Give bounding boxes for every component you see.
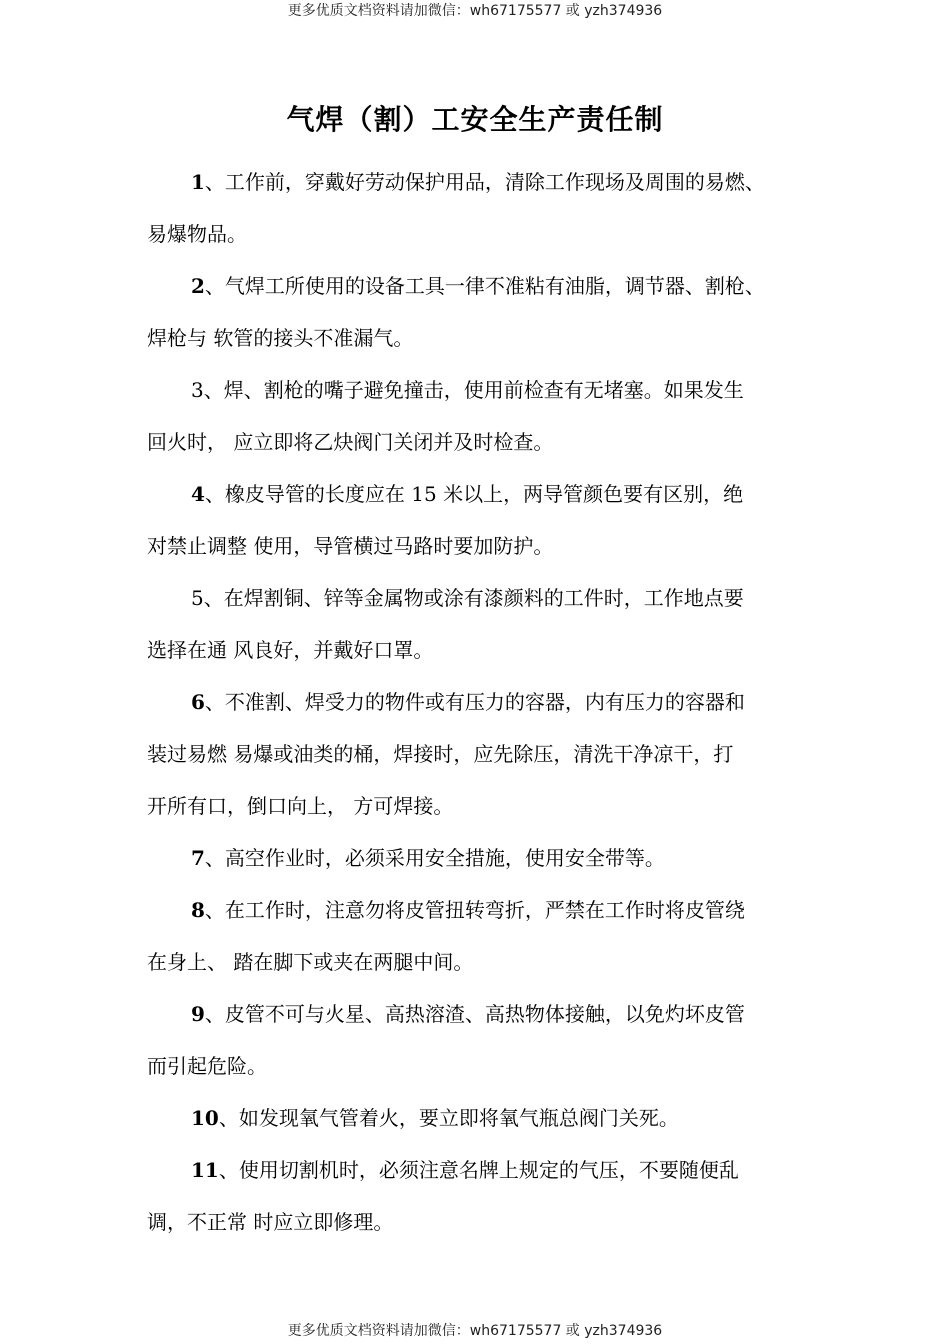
- clause-text: 、如发现氧气管着火，要立即将氧气瓶总阀门关死。: [218, 1106, 679, 1130]
- clause-line: 回火时， 应立即将乙炔阀门关闭并及时检查。: [147, 430, 554, 454]
- clause-line: [147, 676, 815, 728]
- clause-line: [147, 572, 815, 624]
- clause-number: 11: [191, 1158, 219, 1182]
- clause-3: [147, 364, 815, 468]
- clause-number: 9: [191, 1002, 205, 1026]
- clause-number: 4: [191, 482, 205, 506]
- clause-1: [147, 156, 815, 260]
- clause-text: 、使用切割机时，必须注意名牌上规定的气压，不要随便乱: [218, 1158, 739, 1182]
- clause-line: [147, 832, 815, 884]
- clause-line: [147, 1144, 815, 1196]
- clause-number: 8: [191, 898, 205, 922]
- header-note: 更多优质文档资料请加微信：wh67175577 或 yzh374936: [287, 3, 663, 19]
- clause-number: 7: [191, 846, 205, 870]
- clause-5: [147, 572, 815, 676]
- clause-text: 、高空作业时，必须采用安全措施，使用安全带等。: [204, 846, 665, 870]
- clause-line: [147, 1092, 815, 1144]
- clause-number: 2: [191, 274, 205, 298]
- clause-line: 而引起危险。: [147, 1054, 267, 1078]
- clause-number: 1: [191, 170, 205, 194]
- clause-number: 10: [191, 1106, 219, 1130]
- clause-text: 、不准割、焊受力的物件或有压力的容器，内有压力的容器和: [204, 690, 745, 714]
- clause-10: [147, 1092, 815, 1144]
- clause-4: [147, 468, 815, 572]
- clause-line: 选择在通 风良好，并戴好口罩。: [147, 638, 434, 662]
- clause-number: 5: [191, 586, 204, 610]
- clause-line: [147, 156, 815, 208]
- clause-line: [147, 260, 815, 312]
- footer-note: 更多优质文档资料请加微信：wh67175577 或 yzh374936: [287, 1323, 663, 1339]
- clause-text: 、气焊工所使用的设备工具一律不准粘有油脂，调节器、割枪、: [204, 274, 765, 298]
- clause-number: 6: [191, 690, 205, 714]
- clause-line: 调，不正常 时应立即修理。: [147, 1210, 394, 1234]
- clause-line: [147, 884, 815, 936]
- clause-2: [147, 260, 815, 364]
- clause-text: 、焊、割枪的嘴子避免撞击，使用前检查有无堵塞。如果发生: [203, 378, 744, 402]
- clause-text: 、在工作时，注意勿将皮管扭转弯折，严禁在工作时将皮管绕: [204, 898, 745, 922]
- document-title: 气焊（割）工安全生产责任制: [286, 103, 664, 136]
- clause-7: [147, 832, 815, 884]
- clause-number: 3: [191, 378, 204, 402]
- clause-11: [147, 1144, 815, 1248]
- document-body: [147, 156, 815, 1248]
- clause-text: 、皮管不可与火星、高热溶渣、高热物体接触，以免灼坏皮管: [204, 1002, 745, 1026]
- clause-line: [147, 988, 815, 1040]
- clause-line: [147, 468, 815, 520]
- clause-line: 装过易燃 易爆或油类的桶，焊接时，应先除压，清洗干净凉干，打: [147, 742, 734, 766]
- clause-6: [147, 676, 815, 832]
- clause-8: [147, 884, 815, 988]
- clause-line: 开所有口，倒口向上， 方可焊接。: [147, 794, 454, 818]
- clause-line: 在身上、 踏在脚下或夹在两腿中间。: [147, 950, 474, 974]
- clause-text: 、在焊割铜、锌等金属物或涂有漆颜料的工件时，工作地点要: [203, 586, 744, 610]
- clause-line: 对禁止调整 使用，导管横过马路时要加防护。: [147, 534, 554, 558]
- clause-text: 、工作前，穿戴好劳动保护用品，清除工作现场及周围的易燃、: [204, 170, 765, 194]
- clause-text: 、橡皮导管的长度应在 15 米以上，两导管颜色要有区别，绝: [204, 482, 744, 506]
- clause-line: 易爆物品。: [147, 222, 247, 246]
- clause-line: [147, 364, 815, 416]
- clause-line: 焊枪与 软管的接头不准漏气。: [147, 326, 414, 350]
- clause-9: [147, 988, 815, 1092]
